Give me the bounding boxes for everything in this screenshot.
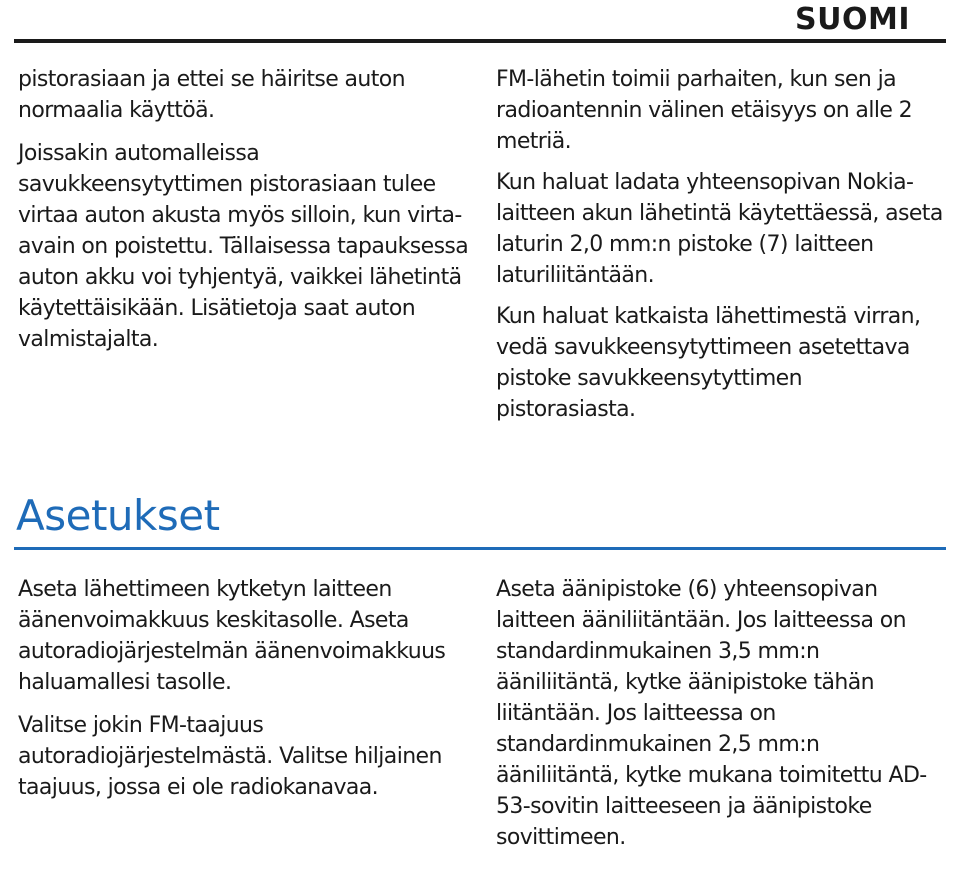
paragraph: Aseta lähettimeen kytketyn laitteen äänenvoimakkuus keskitasolle. Aseta autoradiojärjestelmän äänenvoimakkuus haluamallesi tasolle. — [18, 577, 446, 695]
paragraph: Joissakin automalleissa savukkeensytyttimen pistorasiaan tulee virtaa auton akusta myös silloin, kun virta-avain on poistettu. Tällaisessa tapauksessa auton akku voi tyhjentyä, vaikkei lähetintä käytettäisikään. Lisätietoja saat auton valmistajalta. — [18, 141, 469, 352]
language-label: SUOMI — [795, 2, 910, 37]
section-heading: Asetukset — [16, 491, 220, 540]
bottom-right-column — [496, 574, 946, 863]
paragraph: Kun haluat ladata yhteensopivan Nokia-laitteen akun lähetintä käytettäessä, aseta laturin 2,0 mm:n pistoke (7) laitteen laturiliitäntään. — [496, 170, 943, 288]
section-rule — [14, 547, 946, 550]
paragraph: FM-lähetin toimii parhaiten, kun sen ja radioantennin välinen etäisyys on alle 2 metriä. — [496, 67, 913, 154]
top-left-column — [18, 64, 478, 365]
top-right-column — [496, 64, 946, 435]
bottom-left-column — [18, 574, 478, 813]
paragraph: Valitse jokin FM-taajuus autoradiojärjestelmästä. Valitse hiljainen taajuus, jossa ei ole radiokanavaa. — [18, 713, 442, 800]
paragraph: Aseta äänipistoke (6) yhteensopivan laitteen ääniliitäntään. Jos laitteessa on standardinmukainen 3,5 mm:n ääniliitäntä, kytke äänipistoke tähän liitäntään. Jos laitteessa on standardinmukainen 2,5 mm:n ääniliitäntä, kytke mukana toimitettu AD-53-sovitin laitteeseen ja äänipistoke sovittimeen. — [496, 577, 927, 850]
header-rule — [14, 39, 946, 43]
paragraph: pistorasiaan ja ettei se häiritse auton normaalia käyttöä. — [18, 67, 405, 123]
paragraph: Kun haluat katkaista lähettimestä virran, vedä savukkeensytyttimeen asetettava pistoke savukkeensytyttimen pistorasiasta. — [496, 304, 921, 422]
